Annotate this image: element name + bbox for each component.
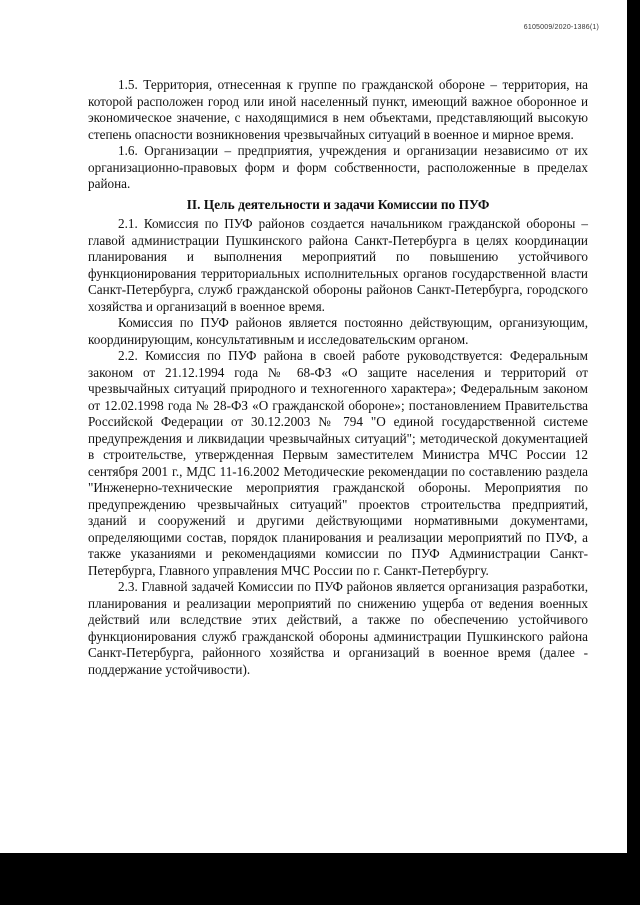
paragraph-2-1: 2.1. Комиссия по ПУФ районов создается начальником гражданской обороны – главой администрации Пушкинского района Санкт-Петербурга в целях координации планирования и выполнения мероприятий по повышению устойчивого функционирования территориальных исполнительных органов государственной власти Санкт-Петербурга, служб гражданской обороны районов Санкт-Петербурга, городского хозяйства и организаций в военное время. <box>88 216 588 314</box>
paragraph-2-2: 2.2. Комиссия по ПУФ района в своей работе руководствуется: Федеральным законом от 21.12.1994 года № 68-ФЗ «О защите населения и территорий от чрезвычайных ситуаций природного и техногенного характера»; Федеральным законом от 12.02.1998 года № 28-ФЗ «О гражданской обороне»; постановлением Правительства Российской Федерации от 30.12.2003 № 794 "О единой государственной системе предупреждения и ликвидации чрезвычайных ситуаций"; методической документацией в строительстве, утвержденная Первым заместителем Министра МЧС России 12 сентября 2001 г., МДС 11-16.2002 Методические рекомендации по составлению раздела "Инженерно-технические мероприятия гражданской обороны. Мероприятия по предупреждению чрезвычайных ситуаций" проектов строительства предприятий, зданий и сооружений и другими действующими нормативными документами, определяющими состав, порядок планирования и реализации мероприятий по ПУФ, а также указаниями и рекомендациями комиссии по ПУФ Администрации Санкт-Петербурга, Главного управления МЧС России по г. Санкт-Петербургу. <box>88 348 588 578</box>
paragraph-1-6: 1.6. Организации – предприятия, учреждения и организации независимо от их организационно-правовых форм и форм собственности, расположенные в пределах района. <box>88 143 588 191</box>
paragraph-2-3: 2.3. Главной задачей Комиссии по ПУФ районов является организация разработки, планирования и реализации мероприятий по снижению ущерба от ведения военных действий или вследствие этих действий, а также по обеспечению устойчивого функционирования служб гражданской обороны администрации Пушкинского района Санкт-Петербурга, районного хозяйства и организаций в военное время (далее - поддержание устойчивости). <box>88 579 588 677</box>
document-body <box>88 77 588 678</box>
paragraph-1-5: 1.5. Территория, отнесенная к группе по гражданской обороне – территория, на которой расположен город или иной населенный пункт, имеющий важное оборонное и экономическое значение, с находящимися в нем объектами, представляющий высокую степень опасности возникновения чрезвычайных ситуаций в военное и мирное время. <box>88 77 588 142</box>
document-number: 6105009/2020-1386(1) <box>523 24 599 31</box>
paragraph-commission-role: Комиссия по ПУФ районов является постоянно действующим, организующим, координирующим, консультативным и исследовательским органом. <box>88 315 588 347</box>
section-heading: II. Цель деятельности и задачи Комиссии по ПУФ <box>186 196 490 212</box>
